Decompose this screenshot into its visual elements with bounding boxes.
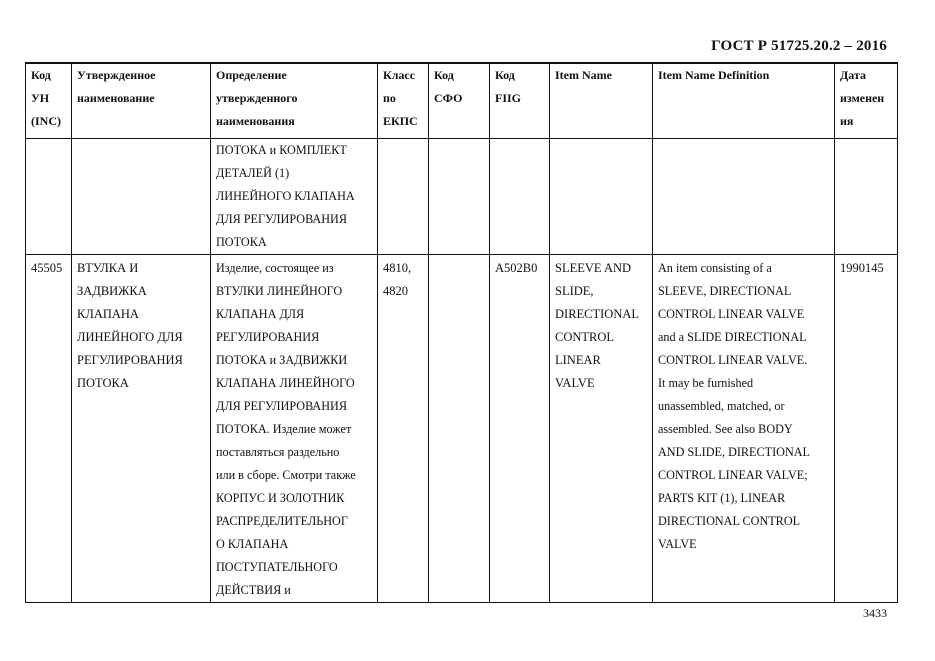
cell-text-line: Item Name Definition (658, 68, 770, 82)
cell-text-line: КЛАПАНА ДЛЯ (216, 307, 305, 321)
cell-text-line: SLIDE, (555, 284, 594, 298)
cell-text-line: КЛАПАНА ЛИНЕЙНОГО (216, 376, 355, 390)
cell-text-line: CONTROL LINEAR VALVE. (658, 353, 808, 367)
cell-text-line: КЛАПАНА (77, 307, 139, 321)
table-row (26, 139, 898, 255)
cell-text-line: ия (840, 114, 854, 128)
cell-text-line: DIRECTIONAL (555, 307, 640, 321)
cell-text-line: ПОТОКА. Изделие может (216, 422, 352, 436)
cell-inc (26, 139, 72, 255)
header-fiig-code (490, 63, 550, 139)
cell-text-line: ПОТОКА и КОМПЛЕКТ (216, 143, 347, 157)
cell-item-name-definition (653, 139, 835, 255)
cell-text-line: FIIG (495, 91, 522, 105)
cell-text-line: утвержденного (216, 91, 298, 105)
cell-sfo-code (429, 255, 490, 603)
cell-text-line: An item consisting of a (658, 261, 772, 275)
cell-text-line: DIRECTIONAL CONTROL (658, 514, 801, 528)
cell-text-line: ПОТОКА (77, 376, 129, 390)
cell-change-date (835, 139, 898, 255)
cell-text-line: Код (434, 68, 454, 82)
cell-text-line: Item Name (555, 68, 612, 82)
header-ekps-class (378, 63, 429, 139)
page-number: 3433 (863, 606, 887, 620)
cell-text-line: VALVE (555, 376, 595, 390)
cell-text-line: Дата (840, 68, 866, 82)
cell-text-line: 4820 (383, 284, 408, 298)
cell-sfo-code (429, 139, 490, 255)
cell-text-line: РЕГУЛИРОВАНИЯ (77, 353, 183, 367)
cell-text-line: ПОСТУПАТЕЛЬНОГО (216, 560, 338, 574)
cell-text-line: ПОТОКА и ЗАДВИЖКИ (216, 353, 348, 367)
cell-fiig-code: A502B0 (490, 255, 550, 603)
cell-text-line: VALVE (658, 537, 697, 551)
cell-text-line: поставляться раздельно (216, 445, 340, 459)
cell-text-line: ДЕТАЛЕЙ (1) (216, 166, 290, 180)
cell-text-line: ЕКПС (383, 114, 418, 128)
cell-item-name-definition (653, 255, 835, 603)
cell-text-line: ВТУЛКИ ЛИНЕЙНОГО (216, 284, 343, 298)
cell-text-line: изменен (840, 91, 885, 105)
cell-text-line: It may be furnished (658, 376, 754, 390)
cell-text-line: PARTS KIT (1), LINEAR (658, 491, 786, 505)
cell-text-line: SLEEVE AND (555, 261, 632, 275)
cell-text-line: РАСПРЕДЕЛИТЕЛЬНОГ (216, 514, 348, 528)
cell-text-line: Код (495, 68, 515, 82)
cell-text-line: unassembled, matched, or (658, 399, 785, 413)
header-item-name-definition (653, 63, 835, 139)
cell-text-line: SLEEVE, DIRECTIONAL (658, 284, 792, 298)
cell-item-name (550, 139, 653, 255)
cell-text-line: assembled. See also BODY (658, 422, 793, 436)
header-change-date (835, 63, 898, 139)
cell-text-line: and a SLIDE DIRECTIONAL (658, 330, 807, 344)
cell-text-line: Изделие, состоящее из (216, 261, 334, 275)
cell-text-line: 4810, (383, 261, 412, 275)
cell-text-line: CONTROL LINEAR VALVE (658, 307, 805, 321)
cell-text-line: ДЕЙСТВИЯ и (216, 583, 291, 597)
cell-change-date: 1990145 (835, 255, 898, 603)
cell-text-line: или в сборе. Смотри также (216, 468, 356, 482)
cell-text-line: О КЛАПАНА (216, 537, 289, 551)
cell-text-line: (INC) (31, 114, 61, 128)
cell-text-line: наименования (216, 114, 295, 128)
cell-text-line: Определение (216, 68, 287, 82)
cell-text-line: Код (31, 68, 51, 82)
cell-text-line: КОРПУС И ЗОЛОТНИК (216, 491, 345, 505)
table-row (26, 255, 898, 603)
cell-text-line: ЛИНЕЙНОГО ДЛЯ (77, 330, 183, 344)
cell-approved-name (72, 139, 211, 255)
header-item-name (550, 63, 653, 139)
cell-inc: 45505 (26, 255, 72, 603)
document-header: ГОСТ Р 51725.20.2 – 2016 (711, 38, 887, 54)
cell-text-line: CONTROL LINEAR VALVE; (658, 468, 808, 482)
header-inc (26, 63, 72, 139)
cell-text-line: ПОТОКА (216, 235, 267, 249)
cell-ekps-class (378, 255, 429, 603)
cell-text-line: ВТУЛКА И (77, 261, 139, 275)
cell-text-line: по (383, 91, 396, 105)
cell-ekps-class (378, 139, 429, 255)
cell-text-line: наименование (77, 91, 155, 105)
registry-table (25, 62, 898, 603)
cell-approved-name (72, 255, 211, 603)
header-sfo-code (429, 63, 490, 139)
cell-text-line: ЛИНЕЙНОГО КЛАПАНА (216, 189, 355, 203)
table-header-row (26, 63, 898, 139)
header-approved-name (72, 63, 211, 139)
cell-text-line: AND SLIDE, DIRECTIONAL (658, 445, 810, 459)
cell-text-line: СФО (434, 91, 463, 105)
cell-text-line: ДЛЯ РЕГУЛИРОВАНИЯ (216, 399, 347, 413)
cell-text-line: Класс (383, 68, 416, 82)
cell-fiig-code (490, 139, 550, 255)
cell-text-line: Утвержденное (77, 68, 156, 82)
cell-item-name (550, 255, 653, 603)
cell-text-line: ДЛЯ РЕГУЛИРОВАНИЯ (216, 212, 347, 226)
cell-text-line: CONTROL (555, 330, 615, 344)
cell-definition (211, 139, 378, 255)
header-definition (211, 63, 378, 139)
cell-text-line: ЗАДВИЖКА (77, 284, 147, 298)
cell-text-line: LINEAR (555, 353, 601, 367)
cell-text-line: УН (31, 91, 50, 105)
cell-definition (211, 255, 378, 603)
cell-text-line: РЕГУЛИРОВАНИЯ (216, 330, 320, 344)
